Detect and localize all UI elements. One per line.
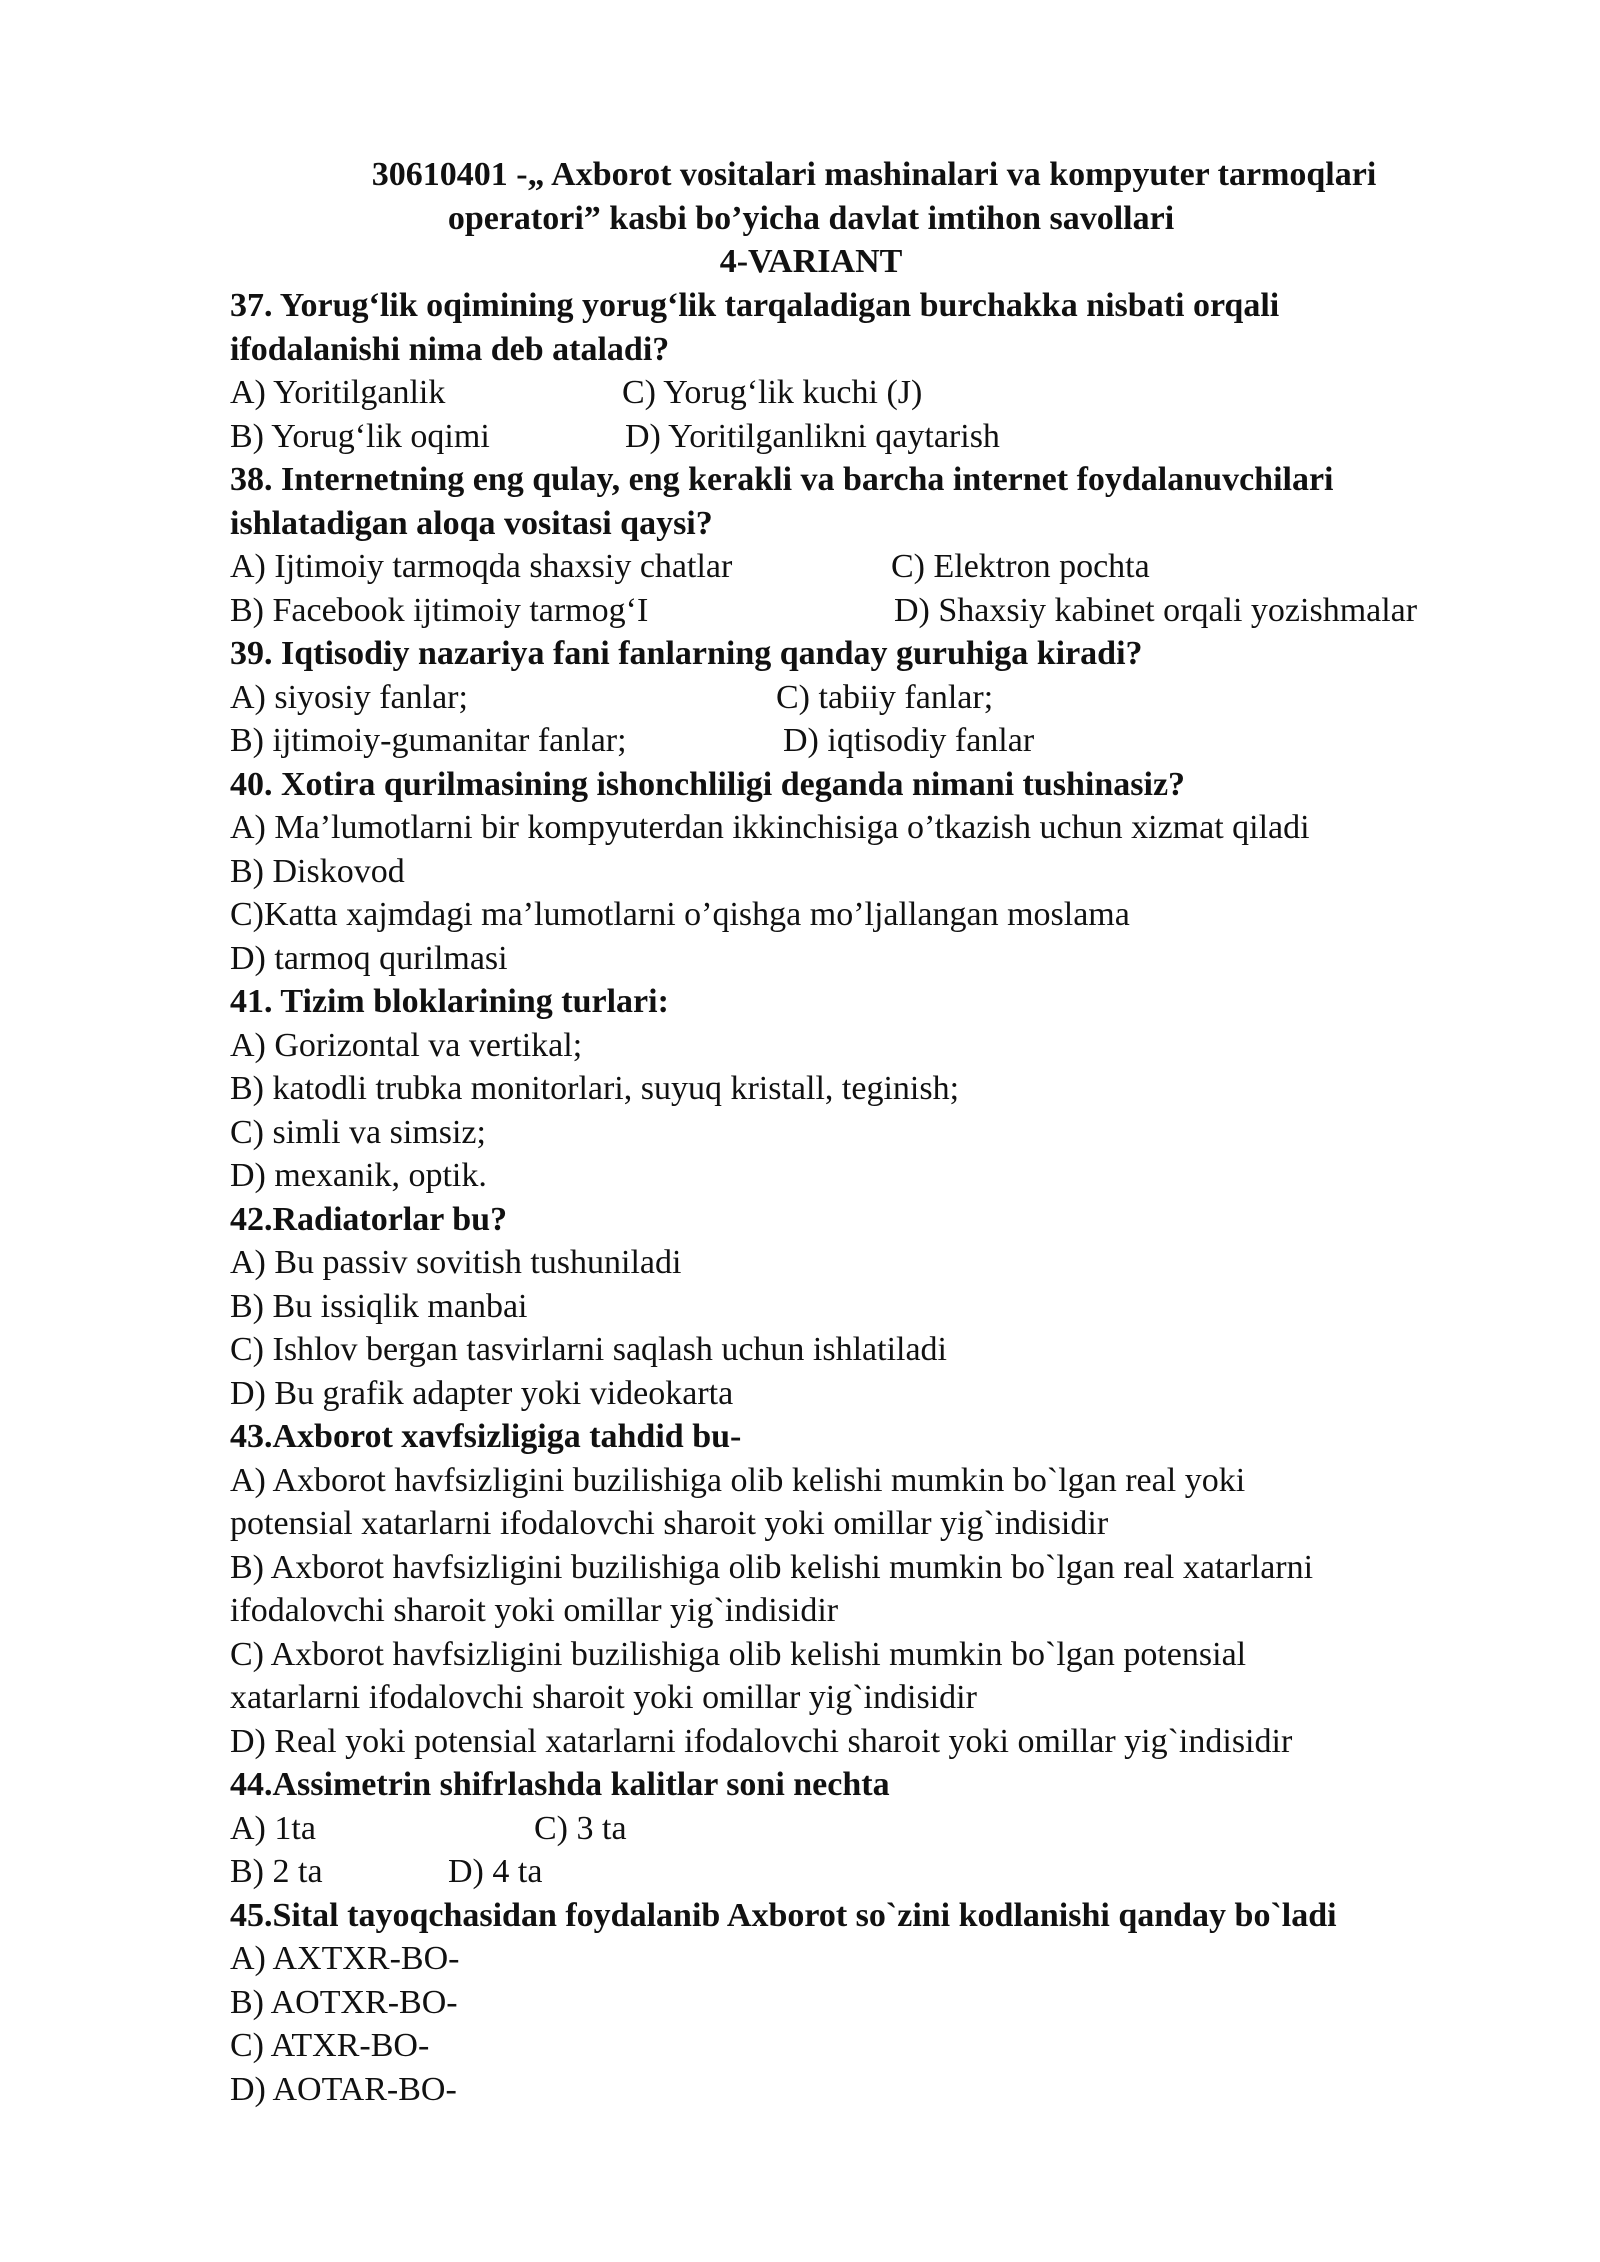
question-text: ishlatadigan aloqa vositasi qaysi? — [230, 504, 713, 542]
answer-c: C) simli va simsiz; — [230, 1113, 486, 1151]
question-37 — [230, 284, 1530, 458]
answer-c: C) Ishlov bergan tasvirlarni saqlash uchun ishlatiladi — [230, 1331, 948, 1368]
question-text: 45.Sital tayoqchasidan foydalanib Axborot so`zini kodlanishi qanday bo`ladi — [230, 1896, 1337, 1934]
answer-b: B) Yorug‘lik oqimi — [230, 417, 490, 455]
answer-a: A) Ma’lumotlarni bir kompyuterdan ikkinchisiga o’tkazish uchun xizmat qiladi — [230, 809, 1310, 846]
question-41 — [230, 980, 1530, 1198]
answer-a: A) Yoritilganlik — [230, 374, 446, 411]
question-39 — [230, 632, 1530, 763]
answer-row — [230, 371, 1530, 415]
answer-b: B) Facebook ijtimoiy tarmog‘I — [230, 591, 649, 629]
variant-title: 4-VARIANT — [719, 243, 903, 280]
question-40 — [230, 763, 1530, 981]
question-42 — [230, 1198, 1530, 1416]
answer-b: B) Diskovod — [230, 852, 405, 890]
document-header — [0, 153, 1600, 284]
answer-row — [230, 589, 1530, 633]
answer-d: D) Yoritilganlikni qaytarish — [625, 417, 1000, 455]
questions-list — [230, 284, 1530, 2111]
answer-row — [230, 1807, 1530, 1851]
answer-b: B) Bu issiqlik manbai — [230, 1287, 528, 1325]
answer-c: C) Yorug‘lik kuchi (J) — [622, 374, 923, 411]
answer-a: A) siyosiy fanlar; — [230, 678, 468, 716]
answer-d: D) Real yoki potensial xatarlarni ifodalovchi sharoit yoki omillar yig`indisidir — [230, 1722, 1293, 1760]
answer-a: A) Bu passiv sovitish tushuniladi — [230, 1244, 682, 1281]
answer-a-cont: potensial xatarlarni ifodalovchi sharoit yoki omillar yig`indisidir — [230, 1505, 1109, 1542]
answer-a: A) Axborot havfsizligini buzilishiga olib kelishi mumkin bo`lgan real yoki — [230, 1461, 1246, 1499]
answer-b: B) katodli trubka monitorlari, suyuq kristall, teginish; — [230, 1070, 960, 1107]
answer-d: D) iqtisodiy fanlar — [783, 722, 1035, 759]
answer-c: C) Elektron pochta — [891, 548, 1150, 585]
question-43 — [230, 1415, 1530, 1763]
answer-c: C) 3 ta — [534, 1809, 627, 1847]
question-38 — [230, 458, 1530, 632]
answer-d: D) AOTAR-BO- — [230, 2070, 457, 2108]
answer-a: A) 1ta — [230, 1809, 316, 1847]
answer-d: D) 4 ta — [448, 1853, 543, 1890]
answer-c: C)Katta xajmdagi ma’lumotlarni o’qishga mo’ljallangan moslama — [230, 896, 1130, 933]
answer-c: C) ATXR-BO- — [230, 2027, 430, 2064]
question-text: ifodalanishi nima deb ataladi? — [230, 330, 670, 368]
question-45 — [230, 1894, 1530, 2112]
answer-a: A) AXTXR-BO- — [230, 1940, 460, 1977]
question-text: 40. Xotira qurilmasining ishonchliligi deganda nimani tushinasiz? — [230, 765, 1186, 803]
answer-c-cont: xatarlarni ifodalovchi sharoit yoki omillar yig`indisidir — [230, 1679, 977, 1716]
header-line-1: 30610401 -„ Axborot vositalari mashinalari va kompyuter tarmoqlari — [371, 156, 1377, 193]
answer-a: A) Gorizontal va vertikal; — [230, 1026, 583, 1064]
header-line-2: operatori” kasbi bo’yicha davlat imtihon savollari — [447, 199, 1175, 237]
question-text: 39. Iqtisodiy nazariya fani fanlarning qanday guruhiga kiradi? — [230, 635, 1143, 672]
answer-b: B) Axborot havfsizligini buzilishiga olib kelishi mumkin bo`lgan real xatarlarni — [230, 1548, 1314, 1586]
answer-d: D) tarmoq qurilmasi — [230, 939, 508, 977]
answer-d: D) mexanik, optik. — [230, 1157, 487, 1194]
answer-c: C) Axborot havfsizligini buzilishiga olib kelishi mumkin bo`lgan potensial — [230, 1635, 1247, 1673]
answer-a: A) Ijtimoiy tarmoqda shaxsiy chatlar — [230, 548, 733, 585]
question-text: 43.Axborot xavfsizligiga tahdid bu- — [230, 1418, 742, 1455]
answer-b: B) AOTXR-BO- — [230, 1983, 458, 2021]
answer-d: D) Bu grafik adapter yoki videokarta — [230, 1374, 734, 1412]
answer-row — [230, 415, 1530, 459]
answer-row — [230, 545, 1530, 589]
question-text: 44.Assimetrin shifrlashda kalitlar soni nechta — [230, 1766, 890, 1803]
question-text: 42.Radiatorlar bu? — [230, 1200, 508, 1238]
question-text: 37. Yorug‘lik oqimining yorug‘lik tarqaladigan burchakka nisbati orqali — [230, 287, 1280, 324]
answer-d: D) Shaxsiy kabinet orqali yozishmalar — [894, 591, 1418, 629]
answer-b-cont: ifodalovchi sharoit yoki omillar yig`indisidir — [230, 1592, 839, 1629]
question-text: 41. Tizim bloklarining turlari: — [230, 983, 669, 1020]
question-text: 38. Internetning eng qulay, eng kerakli va barcha internet foydalanuvchilari — [230, 461, 1334, 498]
question-44 — [230, 1763, 1530, 1894]
answer-b: B) ijtimoiy-gumanitar fanlar; — [230, 722, 627, 759]
answer-b: B) 2 ta — [230, 1853, 323, 1890]
answer-row — [230, 719, 1530, 763]
answer-row — [230, 676, 1530, 720]
answer-row — [230, 1850, 1530, 1894]
answer-c: C) tabiiy fanlar; — [776, 678, 994, 716]
